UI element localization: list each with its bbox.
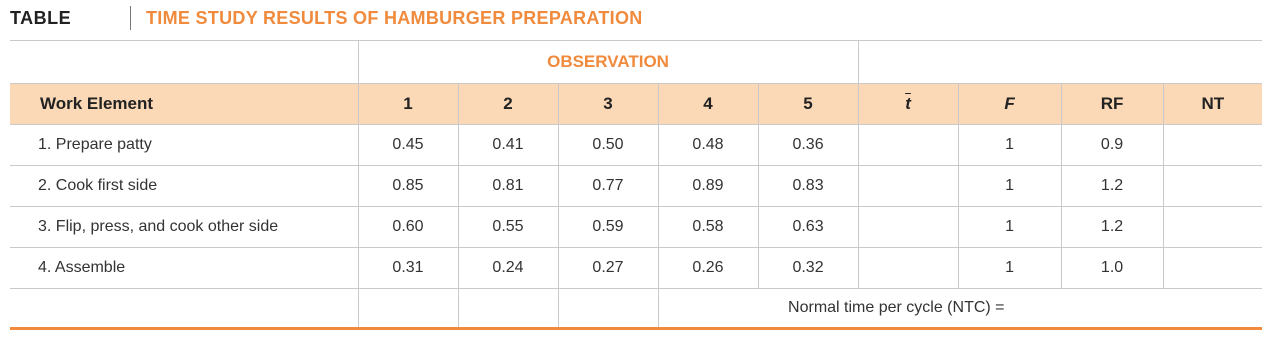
col-t-bar	[858, 84, 958, 125]
t-bar-cell	[858, 166, 958, 207]
f-cell: 1	[958, 248, 1061, 289]
obs-cell: 0.77	[558, 166, 658, 207]
time-study-table	[10, 40, 1262, 330]
obs-cell: 0.32	[758, 248, 858, 289]
t-bar-symbol: t	[905, 94, 911, 113]
obs-cell: 0.45	[358, 125, 458, 166]
obs-cell: 0.81	[458, 166, 558, 207]
column-header-row	[10, 84, 1262, 125]
obs-cell: 0.24	[458, 248, 558, 289]
obs-cell: 0.50	[558, 125, 658, 166]
table-title: TIME STUDY RESULTS OF HAMBURGER PREPARATION	[146, 7, 643, 28]
work-element-cell: 1. Prepare patty	[10, 125, 358, 166]
work-element-cell: 4. Assemble	[10, 248, 358, 289]
col-obs-1: 1	[358, 84, 458, 125]
empty-footer-cell	[358, 289, 458, 329]
t-bar-cell	[858, 125, 958, 166]
table-row	[10, 166, 1262, 207]
table-row	[10, 125, 1262, 166]
col-rf: RF	[1061, 84, 1163, 125]
obs-cell: 0.55	[458, 207, 558, 248]
empty-footer-cell	[10, 289, 358, 329]
obs-cell: 0.60	[358, 207, 458, 248]
rf-cell: 1.2	[1061, 207, 1163, 248]
obs-cell: 0.63	[758, 207, 858, 248]
obs-cell: 0.48	[658, 125, 758, 166]
col-obs-4: 4	[658, 84, 758, 125]
nt-cell	[1163, 248, 1262, 289]
obs-cell: 0.27	[558, 248, 658, 289]
f-cell: 1	[958, 125, 1061, 166]
rf-cell: 1.2	[1061, 166, 1163, 207]
empty-top-left-cell	[10, 41, 358, 84]
obs-cell: 0.26	[658, 248, 758, 289]
obs-cell: 0.58	[658, 207, 758, 248]
table-row	[10, 248, 1262, 289]
obs-cell: 0.59	[558, 207, 658, 248]
table-row	[10, 207, 1262, 248]
rf-cell: 1.0	[1061, 248, 1163, 289]
empty-footer-cell	[458, 289, 558, 329]
col-obs-3: 3	[558, 84, 658, 125]
obs-cell: 0.89	[658, 166, 758, 207]
t-bar-cell	[858, 248, 958, 289]
nt-cell	[1163, 207, 1262, 248]
observation-group-header: OBSERVATION	[358, 41, 858, 84]
obs-cell: 0.85	[358, 166, 458, 207]
obs-cell: 0.31	[358, 248, 458, 289]
nt-cell	[1163, 166, 1262, 207]
obs-cell: 0.36	[758, 125, 858, 166]
nt-cell	[1163, 125, 1262, 166]
f-cell: 1	[958, 207, 1061, 248]
empty-top-right-cell	[858, 41, 1262, 84]
obs-cell: 0.41	[458, 125, 558, 166]
col-obs-2: 2	[458, 84, 558, 125]
ntc-footer-row	[10, 289, 1262, 329]
col-obs-5: 5	[758, 84, 858, 125]
col-nt: NT	[1163, 84, 1262, 125]
work-element-cell: 2. Cook first side	[10, 166, 358, 207]
header-divider	[130, 6, 131, 30]
rf-cell: 0.9	[1061, 125, 1163, 166]
obs-cell: 0.83	[758, 166, 858, 207]
empty-footer-cell	[558, 289, 658, 329]
work-element-cell: 3. Flip, press, and cook other side	[10, 207, 358, 248]
table-header	[10, 4, 1260, 32]
t-bar-cell	[858, 207, 958, 248]
table-label: TABLE	[10, 7, 72, 28]
f-cell: 1	[958, 166, 1061, 207]
ntc-label: Normal time per cycle (NTC) =	[658, 289, 1262, 329]
f-symbol: F	[1004, 94, 1015, 113]
col-f	[958, 84, 1061, 125]
group-header-row	[10, 41, 1262, 84]
col-work-element: Work Element	[10, 84, 358, 125]
